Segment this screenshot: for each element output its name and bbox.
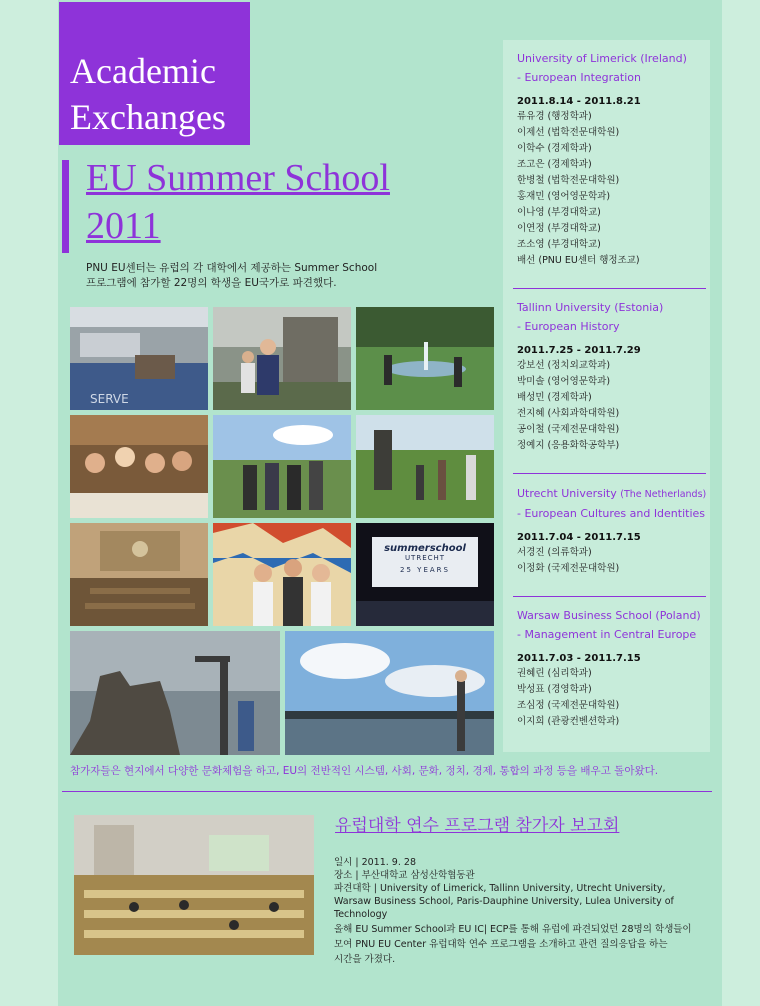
article-heading-line2: 2011 [86,205,161,247]
participant: 공이철 (국제전문대학원) [517,424,620,435]
school-name-main: Utrecht University [517,487,621,500]
school-name: Warsaw Business School (Poland) [517,609,701,622]
section-divider [513,596,706,597]
school-program: - European Integration [517,71,641,84]
school-program: - European Cultures and Identities [517,507,706,520]
banner-line3: 25 YEARS [400,566,450,574]
photo-river-bridge [285,631,494,755]
participant: 배선 (PNU EU센터 행정조교) [517,255,640,266]
school-section-utrecht [517,484,707,577]
participant: 권혜린 (심리학과) [517,668,592,679]
school-dates: 2011.8.14 - 2011.8.21 [517,96,641,107]
section-separator [62,791,712,792]
participant: 이정화 (국제전문대학원) [517,563,620,574]
intro-line1: PNU EU센터는 유럽의 각 대학에서 제공하는 Summer School [86,262,378,274]
report-body-line3: 시간을 가졌다. [334,954,396,965]
title-accent-bar [62,160,69,253]
participant: 이제선 (법학전문대학원) [517,127,620,138]
section-title-line2: Exchanges [70,97,226,137]
school-dates: 2011.7.04 - 2011.7.15 [517,532,641,543]
banner-line2: UTRECHT [404,554,446,562]
participant: 정예지 (응용화학공학부) [517,440,620,451]
school-dates: 2011.7.03 - 2011.7.15 [517,653,641,664]
participant: 이지희 (관광컨벤션학과) [517,716,620,727]
section-title-box [59,2,250,145]
photo-council-chamber [70,523,208,626]
participant: 박미솔 (영어영문학과) [517,376,611,387]
school-name [517,484,707,504]
article-heading [86,154,390,250]
photo-statue-group [356,415,494,518]
school-name: University of Limerick (Ireland) [517,52,687,65]
school-dates: 2011.7.25 - 2011.7.29 [517,345,641,356]
participant: 서경진 (의류학과) [517,547,592,558]
photo-castle-ruins [70,631,280,755]
school-name: Tallinn University (Estonia) [517,301,664,314]
participant: 한병철 (법학전문대학원) [517,175,620,186]
intro-text [86,261,386,291]
photo-collage [70,307,494,755]
participant: 이연정 (부경대학교) [517,223,601,234]
intro-line2: 프로그램에 참가할 22명의 학생을 EU국가로 파견했다. [86,277,337,289]
participant: 전지혜 (사회과학대학원) [517,408,620,419]
photo-hill-group [213,415,351,518]
section-divider [513,473,706,474]
banner-text [372,543,478,574]
section-divider [513,288,706,289]
banner-line1: summerschool [384,543,466,554]
school-section-warsaw [517,606,707,730]
photo-utrecht-banner [356,523,494,626]
participant: 조고은 (경제학과) [517,159,592,170]
photo-dinner-group [70,415,208,518]
report-heading: 유럽대학 연수 프로그램 참가자 보고회 [335,816,620,836]
school-program: - European History [517,320,620,333]
photo-graffiti-wall [213,523,351,626]
participant: 배성민 (경제학과) [517,392,592,403]
participant: 류유경 (행정학과) [517,111,592,122]
participant: 홍재민 (영어영문학과) [517,191,611,202]
school-program: - Management in Central Europe [517,628,697,641]
participant: 강보선 (정치외교학과) [517,360,611,371]
report-details [334,856,714,921]
report-body-line2: 모여 PNU EU Center 유럽대학 연수 프로그램을 소개하고 관련 질의응답을 하는 [334,939,668,950]
participant: 조소영 (부경대학교) [517,239,601,250]
photo-report-lecture-hall [74,815,314,955]
participant: 조심정 (국제전문대학원) [517,700,620,711]
report-universities-line2: Warsaw Business School, Paris-Dauphine University, Lulea University of Technology [334,896,674,920]
report-body [334,922,714,967]
school-section-limerick [517,49,707,269]
report-universities-line1: 파견대학 | University of Limerick, Tallinn University, Utrecht University, [334,883,666,894]
report-body-line1: 올해 EU Summer School과 EU IC| ECP를 통해 유럽에 파견되었던 28명의 학생들이 [334,924,692,935]
participant: 이나영 (부경대학교) [517,207,601,218]
photo-fountain-park [356,307,494,410]
photo-limerick-campus [70,307,208,410]
school-section-tallinn [517,298,707,454]
participant: 박성표 (경영학과) [517,684,592,695]
section-title-line1: Academic [70,51,216,91]
collage-caption: 참가자들은 현지에서 다양한 문화체험을 하고, EU의 전반적인 시스템, 사회, 문화, 정치, 경제, 통합의 과정 등을 배우고 돌아왔다. [70,765,659,777]
report-date: 일시 | 2011. 9. 28 [334,857,416,868]
svg-text:SERVE: SERVE [90,392,129,406]
school-country: (The Netherlands) [620,489,707,500]
photo-castle-group [213,307,351,410]
school-list-panel [503,40,710,752]
participant: 이학수 (경제학과) [517,143,592,154]
report-place: 장소 | 부산대학교 삼성산학협동관 [334,870,475,881]
article-heading-line1: EU Summer School [86,157,390,199]
